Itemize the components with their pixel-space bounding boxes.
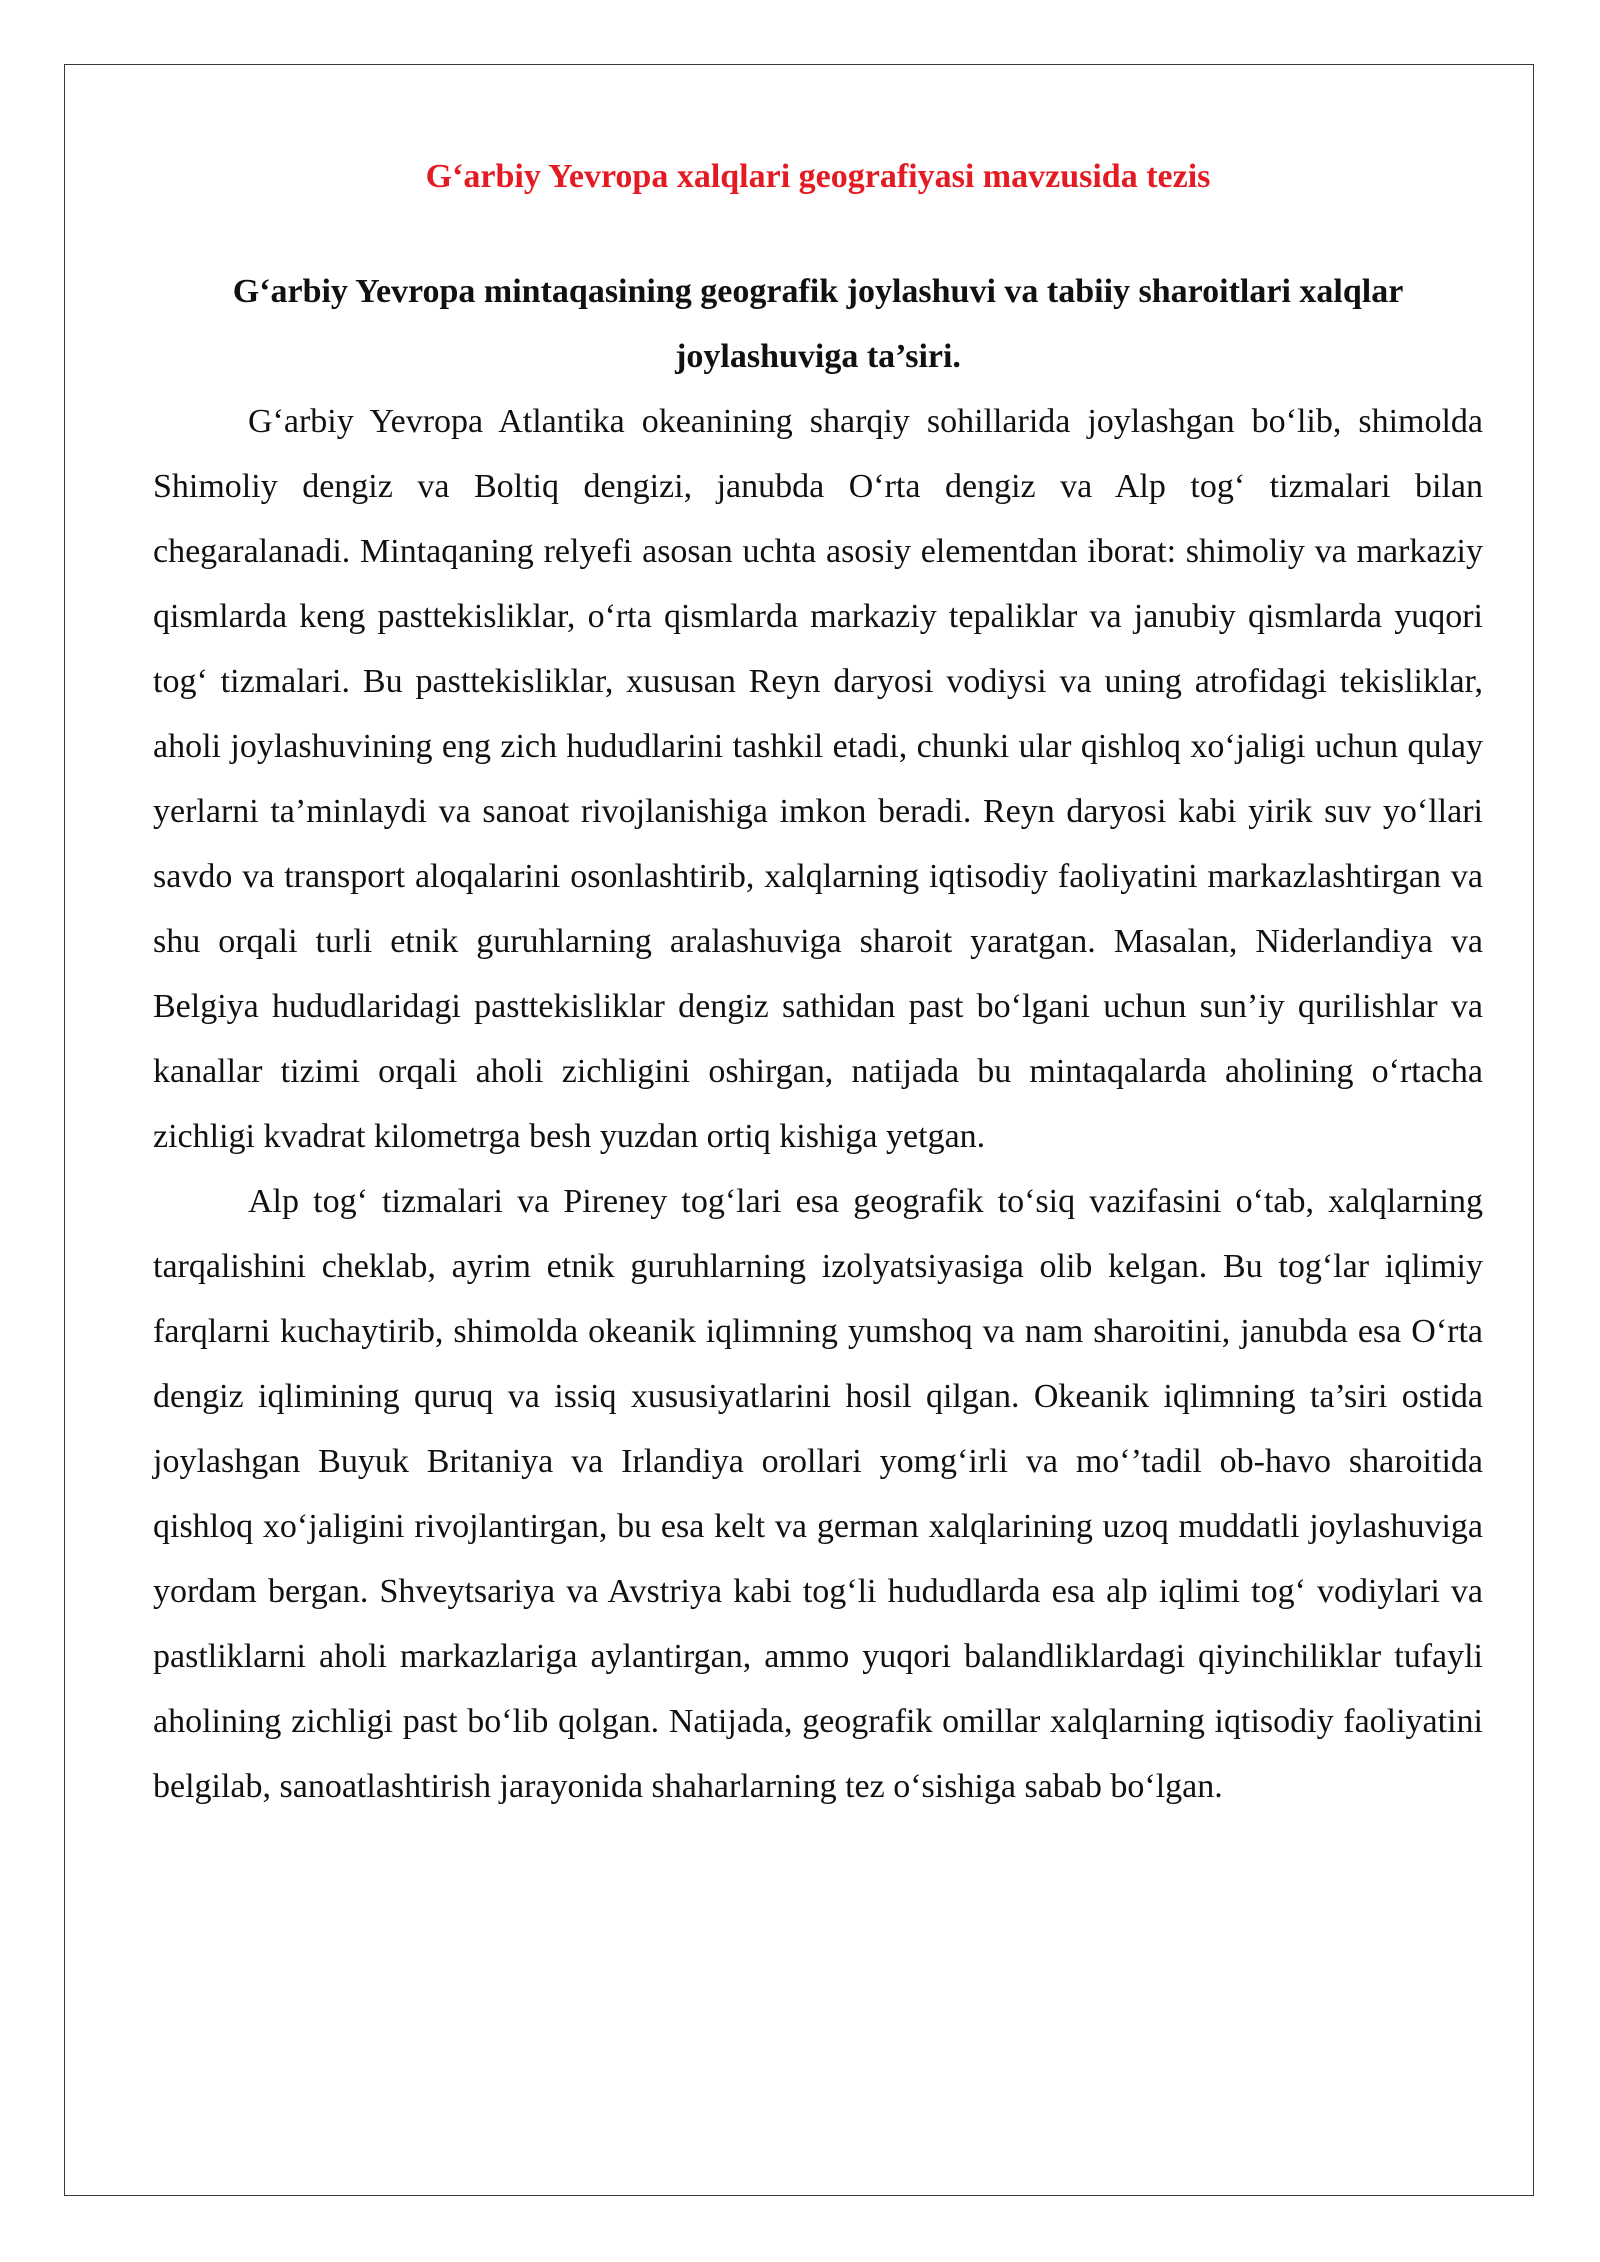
section-heading: G‘arbiy Yevropa mintaqasining geografik joylashuvi va tabiiy sharoitlari xalqlar joylashuviga ta’siri. [232,273,1404,375]
paragraph-2: Alp tog‘ tizmalari va Pireney tog‘lari esa geografik to‘siq vazifasini o‘tab, xalqlarning tarqalishini cheklab, ayrim etnik guruhlarning izolyatsiyasiga olib kelgan. Bu tog‘lar iqlimiy farqlarni kuchaytirib, shimolda okeanik iqlimning yumshoq va nam sharoitini, janubda esa O‘rta dengiz iqlimining quruq va issiq xususiyatlarini hosil qilgan. Okeanik iqlimning ta’siri ostida joylashgan Buyuk Britaniya va Irlandiya orollari yomg‘irli va mo‘’tadil ob-havo sharoitida qishloq xo‘jaligini rivojlantirgan, bu esa kelt va german xalqlarining uzoq muddatli joylashuviga yordam bergan. Shveytsariya va Avstriya kabi tog‘li hududlarda esa alp iqlimi tog‘ vodiylari va pastliklarni aholi markazlariga aylantirgan, ammo yuqori balandliklardagi qiyinchiliklar tufayli aholining zichligi past bo‘lib qolgan. Natijada, geografik omillar xalqlarning iqtisodiy faoliyatini belgilab, sanoatlashtirish jarayonida shaharlarning tez o‘sishiga sabab bo‘lgan. [153,1183,1483,1805]
document-body [153,144,1483,1819]
document-title: G‘arbiy Yevropa xalqlari geografiyasi mavzusida tezis [425,158,1211,195]
paragraph-1: G‘arbiy Yevropa Atlantika okeanining sharqiy sohillarida joylashgan bo‘lib, shimolda Shimoliy dengiz va Boltiq dengizi, janubda O‘rta dengiz va Alp tog‘ tizmalari bilan chegaralanadi. Mintaqaning relyefi asosan uchta asosiy elementdan iborat: shimoliy va markaziy qismlarda keng pasttekisliklar, o‘rta qismlarda markaziy tepaliklar va janubiy qismlarda yuqori tog‘ tizmalari. Bu pasttekisliklar, xususan Reyn daryosi vodiysi va uning atrofidagi tekisliklar, aholi joylashuvining eng zich hududlarini tashkil etadi, chunki ular qishloq xo‘jaligi uchun qulay yerlarni ta’minlaydi va sanoat rivojlanishiga imkon beradi. Reyn daryosi kabi yirik suv yo‘llari savdo va transport aloqalarini osonlashtirib, xalqlarning iqtisodiy faoliyatini markazlashtirgan va shu orqali turli etnik guruhlarning aralashuviga sharoit yaratgan. Masalan, Niderlandiya va Belgiya hududlaridagi pasttekisliklar dengiz sathidan past bo‘lgani uchun sun’iy qurilishlar va kanallar tizimi orqali aholi zichligini oshirgan, natijada bu mintaqalarda aholining o‘rtacha zichligi kvadrat kilometrga besh yuzdan ortiq kishiga yetgan. [153,403,1483,1155]
